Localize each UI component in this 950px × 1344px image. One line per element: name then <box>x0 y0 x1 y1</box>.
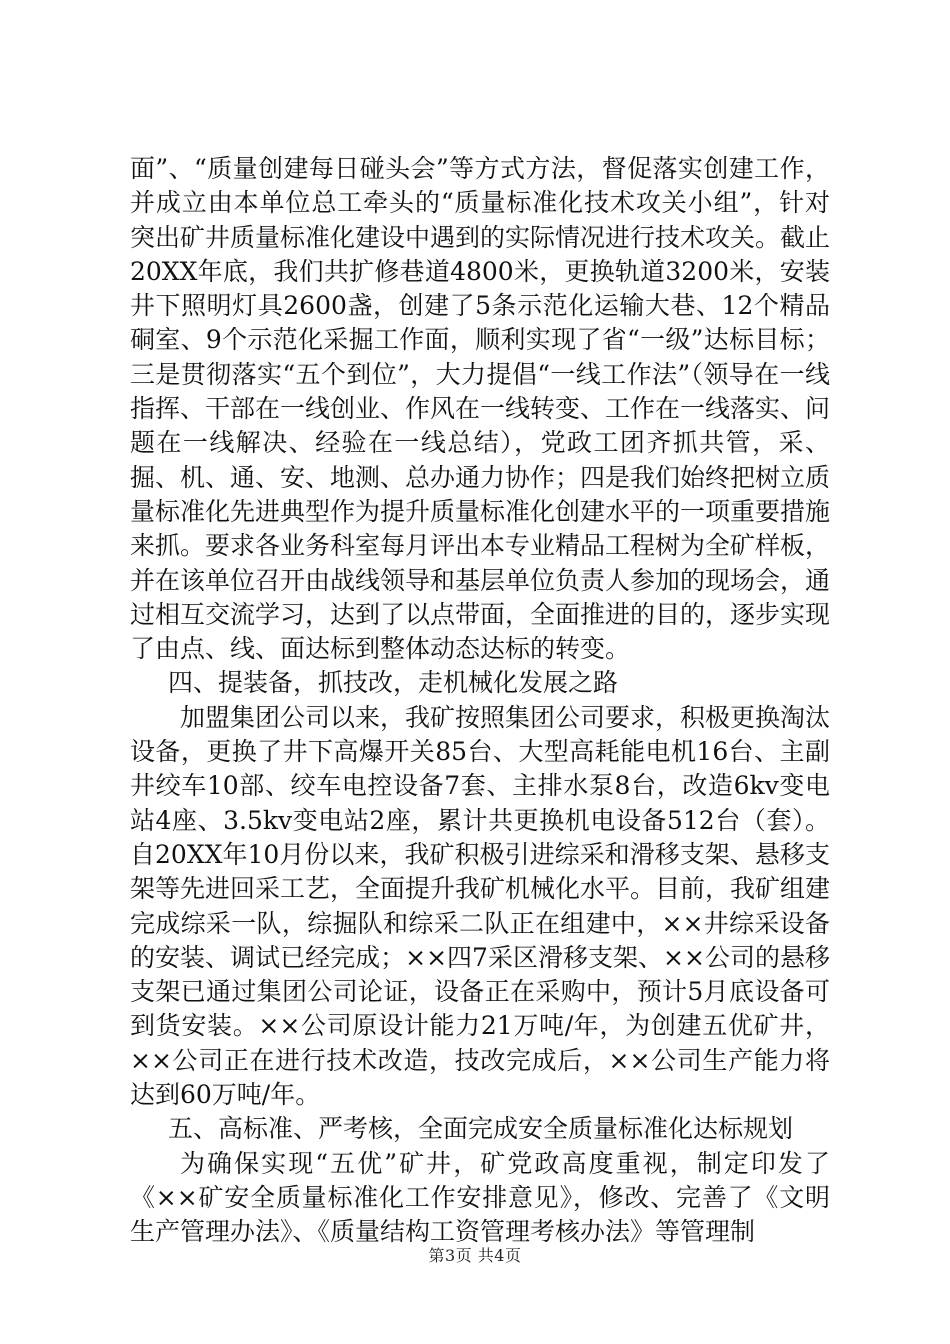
section-heading-4: 四、提装备，抓技改，走机械化发展之路 <box>168 668 619 698</box>
paragraph-continuation: 面”、“质量创建每日碰头会”等方式方法，督促落实创建工作，并成立由本单位总工牵头的“质量标准化技术攻关小组”，针对突出矿井质量标准化建设中遇到的实际情况进行技术攻关。截止20XX年底，我们共扩修巷道4800米，更换轨道3200米，安装井下照明灯具2600盏，创建了5条示范化运输大巷、12个精品硐室、9个示范化采掘工作面，顺利实现了省“一级”达标目标；三是贯彻落实“五个到位”，大力提倡“一线工作法”（领导在一线指挥、干部在一线创业、作风在一线转变、工作在一线落实、问题在一线解决、经验在一线总结），党政工团齐抓共管，采、掘、机、通、安、地测、总办通力协作；四是我们始终把树立质量标准化先进典型作为提升质量标准化创建水平的一项重要措施来抓。要求各业务科室每月评出本专业精品工程树为全矿样板，并在该单位召开由战线领导和基层单位负责人参加的现场会，通过相互交流学习，达到了以点带面，全面推进的目的，逐步实现了由点、线、面达标到整体动态达标的转变。 <box>130 154 831 664</box>
document-body <box>130 152 830 1250</box>
paragraph-equipment: 加盟集团公司以来，我矿按照集团公司要求，积极更换淘汰设备，更换了井下高爆开关85台、大型高耗能电机16台、主副井绞车10部、绞车电控设备7套、主排水泵8台，改造6kv变电站4座、3.5kv变电站2座，累计共更换机电设备512台（套）。自20XX年10月份以来，我矿积极引进综采和滑移支架、悬移支架等先进回采工艺，全面提升我矿机械化水平。目前，我矿组建完成综采一队，综掘队和综采二队正在组建中，××井综采设备的安装、调试已经完成；××四7采区滑移支架、××公司的悬移支架已通过集团公司论证，设备正在采购中，预计5月底设备可到货安装。××公司原设计能力21万吨/年，为创建五优矿井，××公司正在进行技术改造，技改完成后，××公司生产能力将达到60万吨/年。 <box>130 702 831 1110</box>
page-footer: 第3页 共4页 <box>428 1246 522 1265</box>
section-heading-5: 五、高标准、严考核，全面完成安全质量标准化达标规划 <box>168 1114 794 1144</box>
paragraph-standards: 为确保实现“五优”矿井，矿党政高度重视，制定印发了《××矿安全质量标准化工作安排意见》，修改、完善了《文明生产管理办法》、《质量结构工资管理考核办法》等管理制 <box>130 1148 830 1247</box>
